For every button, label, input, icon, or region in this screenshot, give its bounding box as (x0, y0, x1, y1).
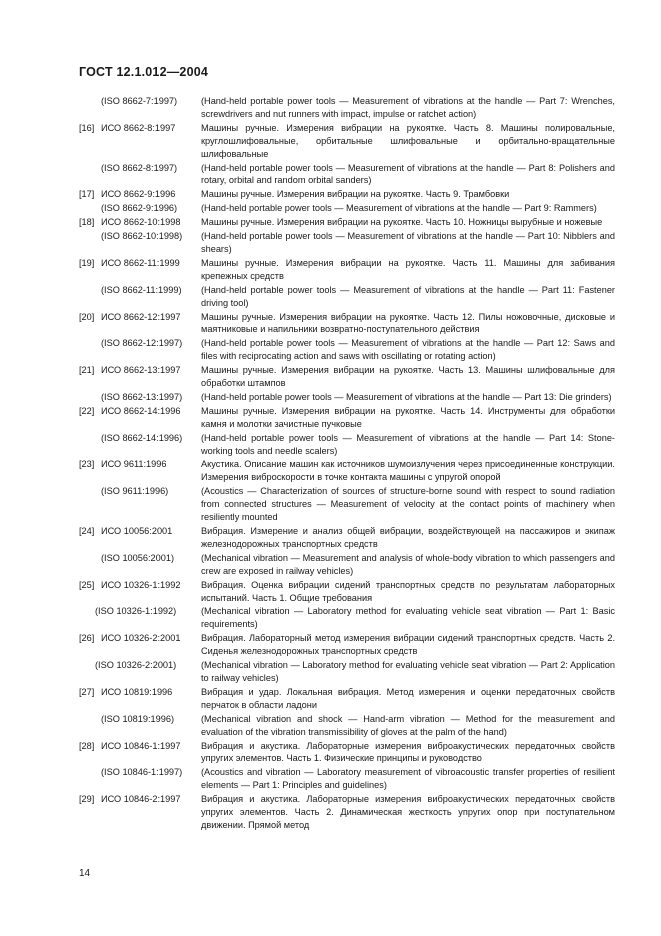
reference-row (79, 391, 615, 404)
reference-row (79, 485, 615, 524)
reference-number: [19] (79, 257, 95, 268)
reference-standard-code: ИСО 8662-13:1997 (101, 365, 181, 376)
reference-title: Акустика. Описание машин как источников шумоизлучения через присоединенные конструкции. Измерения виброскорости в точке контакта машины с упругой опорой (201, 459, 615, 483)
reference-number: [17] (79, 189, 95, 200)
reference-row (79, 405, 615, 431)
reference-title: (Mechanical vibration — Laboratory method for evaluating vehicle seat vibration — Part 2: Application to railway vehicles) (201, 660, 615, 683)
reference-standard-code: (ISO 10056:2001) (101, 552, 175, 563)
reference-row (79, 257, 615, 283)
reference-row (79, 311, 615, 337)
reference-row (79, 659, 615, 685)
reference-number: [20] (79, 311, 95, 322)
reference-title: Машины ручные. Измерения вибрации на рукоятке. Часть 13. Машины шлифовальные для обработки штампов (201, 365, 615, 389)
reference-title: (Mechanical vibration and shock — Hand-arm vibration — Method for the measurement and evaluation of the vibration transmissibility of gloves at the palm of the hand) (201, 713, 615, 737)
reference-standard-code: (ISO 8662-8:1997) (101, 162, 178, 173)
reference-row (79, 284, 615, 310)
reference-row (79, 525, 615, 551)
reference-title: Машины ручные. Измерения вибрации на рукоятке. Часть 14. Инструменты для обработки камня и молотки зачистные пучковые (201, 405, 615, 429)
reference-number: [29] (79, 794, 95, 805)
reference-number: [26] (79, 633, 95, 644)
reference-title: Машины ручные. Измерения вибрации на рукоятке. Часть 8. Машины полировальные, круглошлифовальные, орбитальные шлифовальные и орбитально-вращательные шлифовальные (201, 122, 615, 159)
reference-number: [27] (79, 686, 95, 697)
reference-standard-code: (ISO 8662-12:1997) (101, 338, 183, 349)
reference-row (79, 686, 615, 712)
reference-row (79, 766, 615, 792)
reference-number: [16] (79, 122, 95, 133)
reference-standard-code: (ISO 10326-2:2001) (95, 660, 177, 671)
reference-standard-code: (ISO 8662-10:1998) (101, 231, 183, 242)
reference-standard-code: ИСО 8662-10:1998 (101, 217, 181, 228)
reference-title: (Hand-held portable power tools — Measurement of vibrations at the handle — Part 13: Die grinders) (201, 391, 612, 402)
reference-standard-code: ИСО 10326-2:2001 (101, 633, 181, 644)
reference-number: [23] (79, 459, 95, 470)
reference-title: (Hand-held portable power tools — Measurement of vibrations at the handle — Part 12: Saws and files with reciprocating action and saws with oscillating or rotating action) (201, 338, 615, 362)
reference-standard-code: (ISO 8662-9:1996) (101, 203, 178, 214)
reference-row (79, 432, 615, 458)
reference-standard-code: (ISO 9611:1996) (101, 486, 169, 497)
reference-row (79, 740, 615, 766)
reference-row (79, 188, 615, 201)
reference-title: (Hand-held portable power tools — Measurement of vibrations at the handle — Part 9: Rammers) (201, 203, 597, 214)
reference-row (79, 216, 615, 229)
page-number: 14 (79, 868, 91, 879)
reference-standard-code: (ISO 8662-7:1997) (101, 96, 178, 106)
reference-title: Вибрация и акустика. Лабораторные измерения виброакустических передаточных свойств упругих элементов. Часть 2. Динамическая жесткость упругих опор при поступательном движении. Прямой метод (201, 794, 615, 830)
reference-title: Машины ручные. Измерения вибрации на рукоятке. Часть 12. Пилы ножовочные, дисковые и маятниковые и напильники возвратно-поступательного действия (201, 311, 615, 335)
reference-row (79, 162, 615, 188)
reference-standard-code: ИСО 8662-14:1996 (101, 405, 181, 416)
reference-number: [22] (79, 405, 95, 416)
reference-title: (Hand-held portable power tools — Measurement of vibrations at the handle — Part 14: Stone-working tools and needle scalers) (201, 432, 615, 456)
reference-standard-code: ИСО 10819:1996 (101, 686, 173, 697)
document-header: ГОСТ 12.1.012—2004 (79, 65, 209, 79)
reference-title: Вибрация. Измерение и анализ общей вибрации, воздействующей на пассажиров и экипаж железнодорожных транспортных средств (201, 526, 615, 549)
reference-standard-code: ИСО 9611:1996 (101, 459, 167, 470)
reference-standard-code: ИСО 10056:2001 (101, 526, 173, 536)
reference-title: (Hand-held portable power tools — Measurement of vibrations at the handle — Part 7: Wrenches, screwdrivers and nut runners with impact, impulse or ratchet action) (201, 96, 615, 119)
reference-title: Вибрация. Оценка вибрации сидений транспортных средств по результатам лабораторных испытаний. Часть 1. Общие требования (201, 579, 615, 603)
reference-standard-code: ИСО 8662-8:1997 (101, 122, 176, 133)
reference-standard-code: (ISO 10819:1996) (101, 713, 175, 724)
reference-standard-code: ИСО 8662-11:1999 (101, 257, 180, 268)
reference-row (79, 552, 615, 578)
reference-title: (Hand-held portable power tools — Measurement of vibrations at the handle — Part 8: Polishers and rotary, orbital and random orbital sanders) (201, 162, 615, 186)
reference-row (79, 230, 615, 256)
reference-title: (Acoustics — Characterization of sources of structure-borne sound with respect to sound radiation from connected structures — Measurement of velocity at the contact points of machinery when resiliently mounted (201, 486, 615, 523)
reference-row (79, 458, 615, 484)
reference-standard-code: (ISO 10326-1:1992) (95, 606, 177, 617)
reference-row (79, 793, 615, 832)
reference-standard-code: ИСО 8662-12:1997 (101, 311, 181, 322)
reference-title: Вибрация. Лабораторный метод измерения вибрации сидений транспортных средств. Часть 2. Сиденья железнодорожных транспортных средств (201, 633, 615, 657)
reference-number: [24] (79, 526, 95, 536)
reference-list (79, 95, 615, 832)
reference-standard-code: ИСО 10326-1:1992 (101, 579, 181, 590)
reference-standard-code: (ISO 10846-1:1997) (101, 767, 183, 778)
reference-title: Вибрация и удар. Локальная вибрация. Метод измерения и оценки передаточных свойств перчаток в области ладони (201, 686, 615, 710)
reference-title: Машины ручные. Измерения вибрации на рукоятке. Часть 11. Машины для забивания крепежных средств (201, 257, 615, 281)
reference-title: (Acoustics and vibration — Laboratory measurement of vibroacoustic transfer properties of resilient elements — Part 1: Principles and guidelines) (201, 767, 615, 791)
reference-title: (Hand-held portable power tools — Measurement of vibrations at the handle — Part 11: Fastener driving tool) (201, 284, 615, 308)
reference-row (79, 364, 615, 390)
reference-number: [21] (79, 365, 95, 376)
reference-title: (Mechanical vibration — Measurement and analysis of whole-body vibration to which passengers and crew are exposed in railway vehicles) (201, 552, 615, 576)
reference-row (79, 95, 615, 121)
reference-row (79, 713, 615, 739)
reference-row (79, 337, 615, 363)
reference-row (79, 632, 615, 658)
reference-standard-code: (ISO 8662-14:1996) (101, 432, 183, 443)
reference-number: [18] (79, 217, 95, 228)
reference-standard-code: ИСО 10846-2:1997 (101, 794, 181, 805)
reference-number: [25] (79, 579, 95, 590)
reference-row (79, 579, 615, 605)
reference-row (79, 122, 615, 161)
reference-standard-code: (ISO 8662-11:1999) (101, 284, 182, 295)
reference-row (79, 605, 615, 631)
reference-standard-code: ИСО 10846-1:1997 (101, 740, 181, 751)
reference-title: (Mechanical vibration — Laboratory method for evaluating vehicle seat vibration — Part 1: Basic requirements) (201, 606, 615, 630)
reference-number: [28] (79, 740, 95, 751)
reference-title: (Hand-held portable power tools — Measurement of vibrations at the handle — Part 10: Nibblers and shears) (201, 231, 615, 254)
reference-title: Машины ручные. Измерения вибрации на рукоятке. Часть 10. Ножницы вырубные и ножевые (201, 217, 603, 228)
reference-standard-code: (ISO 8662-13:1997) (101, 391, 183, 402)
reference-title: Вибрация и акустика. Лабораторные измерения виброакустических передаточных свойств упругих элементов. Часть 1. Физические принципы и руководство (201, 740, 615, 764)
reference-standard-code: ИСО 8662-9:1996 (101, 189, 176, 200)
reference-title: Машины ручные. Измерения вибрации на рукоятке. Часть 9. Трамбовки (201, 189, 510, 200)
reference-row (79, 202, 615, 215)
